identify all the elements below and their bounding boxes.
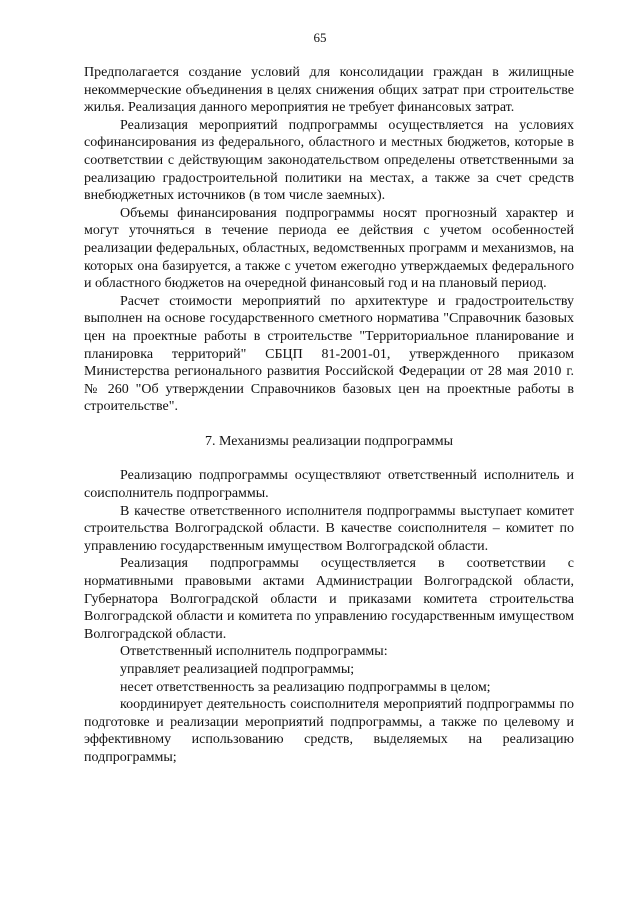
paragraph: Реализацию подпрограммы осуществляют ответственный исполнитель и соисполнитель подпрограммы. <box>84 468 574 502</box>
paragraph: Расчет стоимости мероприятий по архитектуре и градостроительству выполнен на основе государственного сметного норматива "Справочник базовых цен на проектные работы в строительстве "Территориальное планирование и планировка территорий" СБЦП 81-2001-01, утвержденного приказом Министерства регионального развития Российской Федерации от 28 мая 2010 г. № 260 "Об утверждении Справочников базовых цен на проектные работы в строительстве". <box>84 293 574 415</box>
paragraph: Предполагается создание условий для консолидации граждан в жилищные некоммерческие объединения в целях снижения общих затрат при строительстве жилья. Реализация данного мероприятия не требует финансовых затрат. <box>84 65 574 116</box>
paragraph: координирует деятельность соисполнителя мероприятий подпрограммы по подготовке и реализации мероприятий подпрограммы, а также по целевому и эффективному использованию средств, выделяемых на реализацию подпрограммы; <box>84 697 574 765</box>
document-body <box>84 64 574 767</box>
paragraph: Реализация мероприятий подпрограммы осуществляется на условиях софинансирования из федерального, областного и местных бюджетов, которые в соответствии с действующим законодательством определены ответственными за реализацию градостроительной политики на местах, а также за счет средств внебюджетных источников (в том числе заемных). <box>84 117 574 204</box>
page-number: 65 <box>313 30 327 45</box>
list-item: управляет реализацией подпрограммы; <box>120 662 355 677</box>
paragraph: Ответственный исполнитель подпрограммы: <box>120 644 388 660</box>
paragraph: В качестве ответственного исполнителя подпрограммы выступает комитет строительства Волгоградской области. В качестве соисполнителя – комитет по управлению государственным имуществом Волгоградской области. <box>84 503 574 554</box>
paragraph: Реализация подпрограммы осуществляется в соответствии с нормативными правовыми актами Администрации Волгоградской области, Губернатора Волгоградской области и приказами комитета строительства Волгоградской области и комитета по управлению государственным имуществом Волгоградской области. <box>84 556 574 642</box>
list-item: несет ответственность за реализацию подпрограммы в целом; <box>120 679 491 695</box>
section-heading: 7. Механизмы реализации подпрограммы <box>204 433 454 449</box>
paragraph: Объемы финансирования подпрограммы носят прогнозный характер и могут уточняться в течение периода ее действия с учетом особенностей реализации федеральных, областных, ведомственных программ и механизмов, на которых она базируется, а также с учетом ежегодно утверждаемых федерального и областного бюджетов на очередной финансовый год и на плановый период. <box>84 205 574 292</box>
